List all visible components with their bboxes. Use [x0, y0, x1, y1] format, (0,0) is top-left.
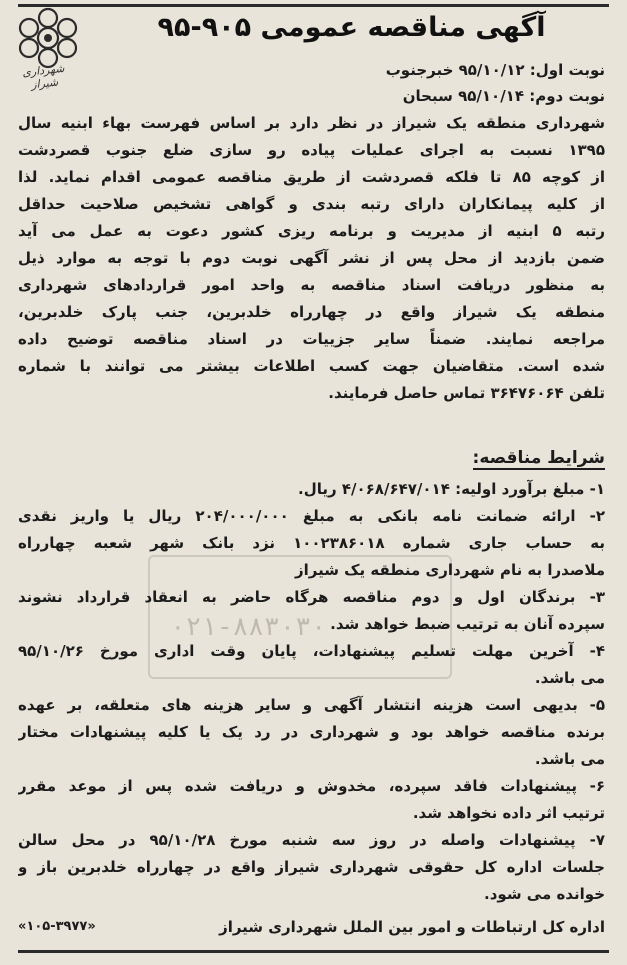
body-line: ۱۳۹۵ نسبت به اجرای عملیات پیاده رو سازی ضلع جنوب قصردشت	[18, 141, 605, 159]
body-line: مراجعه نمایند. ضمناً سایر جزییات در اسناد مناقصه توضیح داده	[18, 330, 605, 348]
condition-line: ملاصدرا به نام شهرداری منطقه یک شیراز	[294, 561, 605, 579]
condition-line: به حساب جاری شماره ۱۰۰۲۳۸۶۰۱۸ نزد بانک شهر شعبه چهارراه	[18, 534, 605, 552]
condition-line: جلسات اداره کل حقوقی شهرداری شیراز واقع در چهارراه خلدبرین باز و	[18, 858, 605, 876]
body-line: از کلیه پیمانکاران دارای رتبه بندی و گواهی تشخیص صلاحیت حداقل	[18, 195, 605, 213]
notice-code: «۱۰۵-۳۹۷۷»	[18, 919, 96, 934]
condition-line: ترتیب اثر داده نخواهد شد.	[412, 804, 605, 822]
notice-title: آگهی مناقصه عمومی ۹۰۵-۹۵	[157, 12, 546, 43]
condition-line: ۶- پیشنهادات فاقد سپرده، مخدوش و دریافت شده پس از موعد مقرر	[18, 777, 605, 795]
issuer-name: اداره کل ارتباطات و امور بین الملل شهرداری شیراز	[219, 918, 605, 936]
condition-line: خوانده می شود.	[484, 885, 605, 903]
condition-line: برنده مناقصه خواهد بود و شهرداری در رد یک یا کلیه پیشنهادات مختار	[18, 723, 605, 741]
conditions-heading	[473, 448, 605, 468]
condition-line: می باشد.	[534, 750, 605, 768]
condition-line: ۷- پیشنهادات واصله در روز سه شنبه مورخ ۹۵/۱۰/۲۸ در محل سالن	[18, 831, 605, 849]
body-line: از کوچه ۸۵ تا فلکه قصردشت از طریق مناقصه عمومی اقدام نماید. لذا	[18, 168, 605, 186]
condition-line: ۴- آخرین مهلت تسلیم پیشنهادات، پایان وقت اداری مورخ ۹۵/۱۰/۲۶	[18, 642, 605, 660]
body-line: تلفن ۳۶۴۷۶۰۶۴ تماس حاصل فرمایند.	[328, 384, 605, 402]
publication-second: نوبت دوم: ۹۵/۱۰/۱۴ سبحان	[402, 87, 605, 105]
watermark-phone: ۰۲۱-۸۸۳۰۳۰	[170, 612, 327, 642]
condition-line: می باشد.	[534, 669, 605, 687]
body-line: رتبه ۵ ابنیه از مدیریت و برنامه ریزی کشور دعوت به عمل می آید	[18, 222, 605, 240]
conditions-heading-text: شرایط مناقصه:	[472, 448, 605, 468]
body-line: شهرداری منطقه یک شیراز در نظر دارد بر اساس فهرست بهاء ابنیه سال	[18, 114, 605, 132]
condition-line: ۳- برندگان اول و دوم مناقصه هرگاه حاضر به انعقاد قرارداد نشوند	[18, 588, 605, 606]
body-line: شده است. متقاضیان جهت کسب اطلاعات بیشتر می توانند با شماره	[18, 357, 605, 375]
condition-line: ۱- مبلغ برآورد اولیه: ۴/۰۶۸/۶۴۷/۰۱۴ ریال.	[298, 480, 605, 498]
body-line: منطقه یک شیراز واقع در چهارراه خلدبرین، جنب پارک خلدبرین،	[18, 303, 605, 321]
footer	[18, 914, 605, 940]
body-line: ضمن بازدید از محل پس از نشر آگهی نوبت دوم با توجه به موارد ذیل	[18, 249, 605, 267]
top-rule	[18, 4, 609, 7]
condition-line: ۲- ارائه ضمانت نامه بانکی به مبلغ ۲۰۴/۰۰۰/۰۰۰ ریال یا واریز نقدی	[18, 507, 605, 525]
publication-first: نوبت اول: ۹۵/۱۰/۱۲ خبرجنوب	[385, 61, 605, 79]
logo-caption: شهرداری شیراز	[21, 61, 65, 92]
bottom-rule	[18, 950, 609, 953]
body-line: به منظور دریافت اسناد مناقصه به واحد امور قراردادهای شهرداری	[18, 276, 605, 294]
condition-line: سپرده آنان به ترتیب ضبط خواهد شد.	[330, 615, 605, 633]
condition-line: ۵- بدیهی است هزینه انتشار آگهی و سایر هزینه های متعلقه، بر عهده	[18, 696, 605, 714]
